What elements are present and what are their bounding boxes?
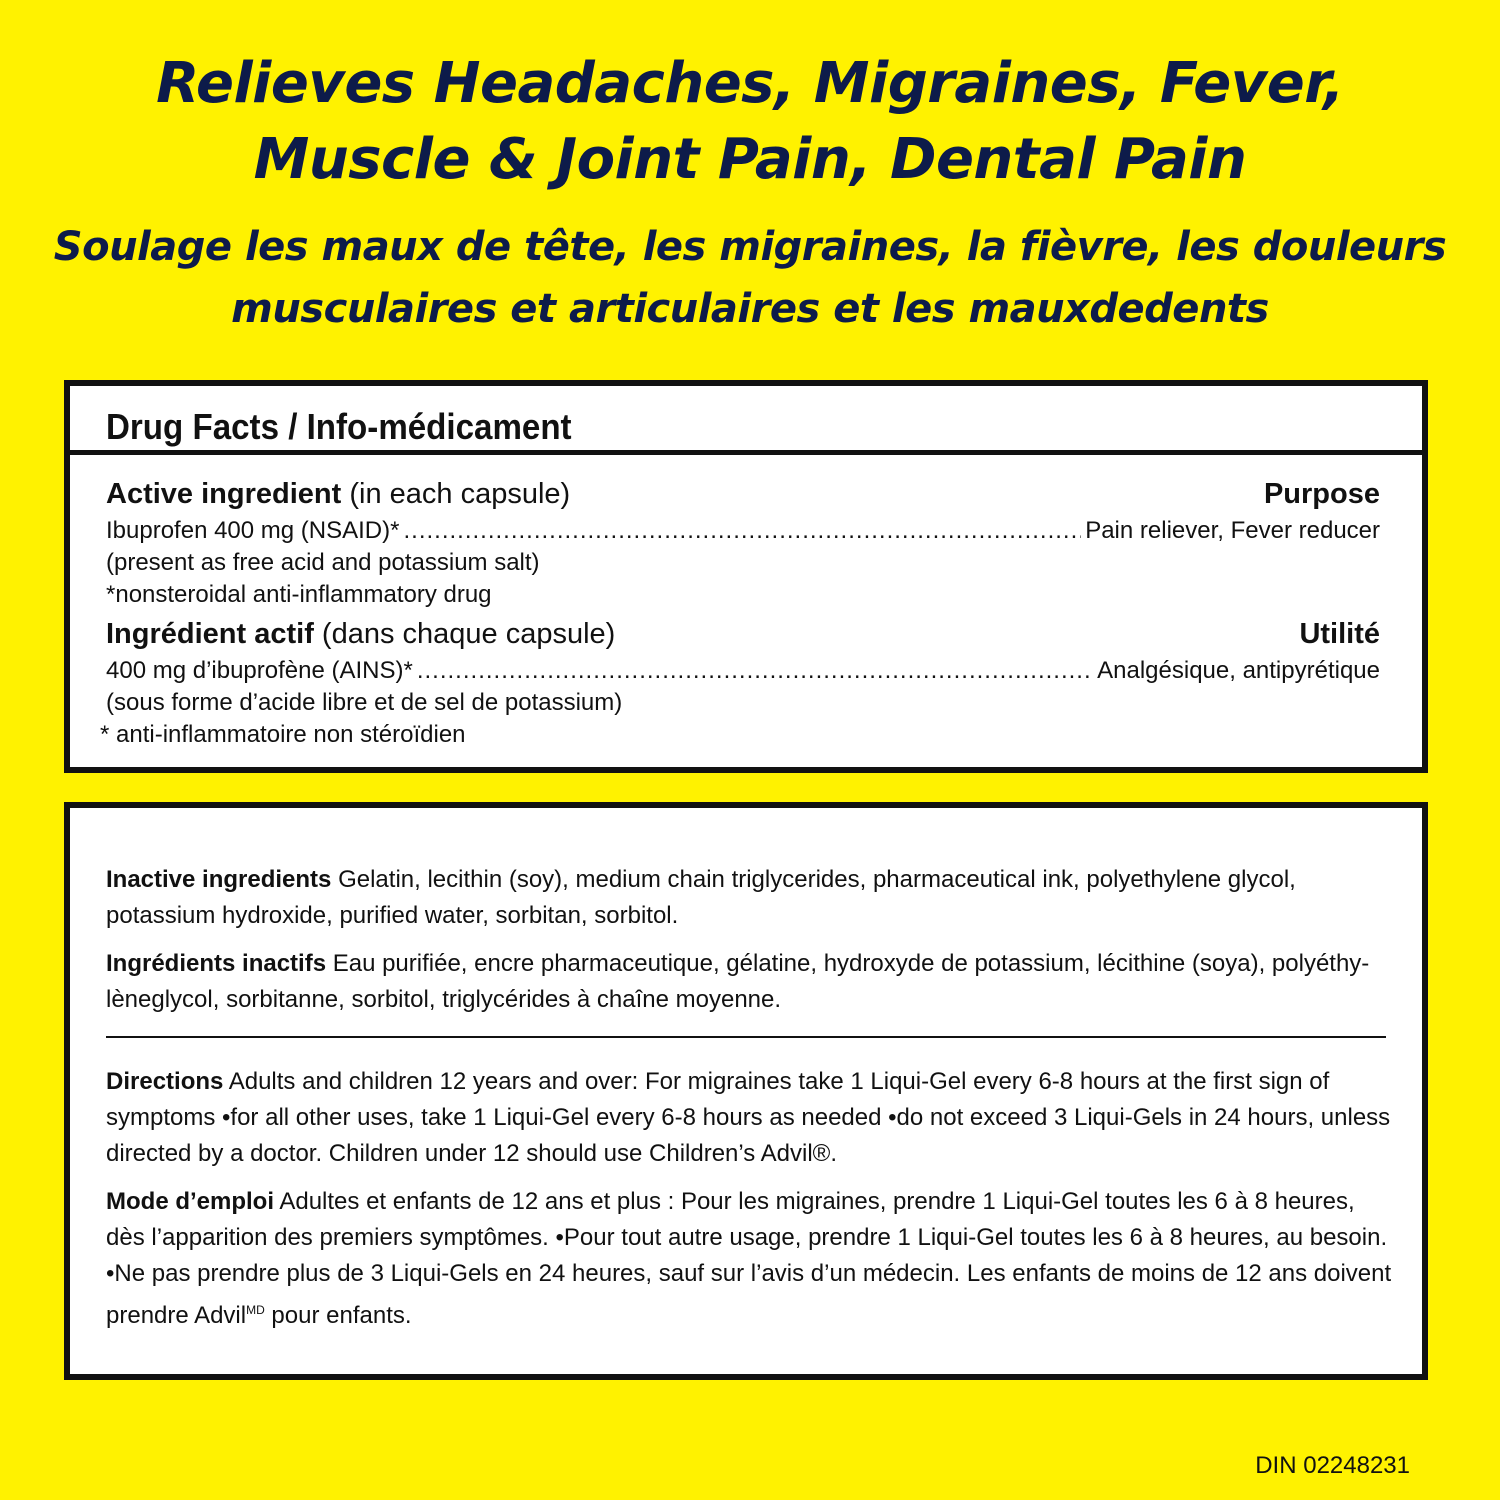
purpose-heading: Purpose (1263, 478, 1380, 510)
din-number: DIN 02248231 (1255, 1452, 1410, 1479)
ingredient-note2-en: *nonsteroidal anti-inflammatory drug (106, 581, 492, 608)
ingredient-line-en (106, 517, 1380, 545)
active-ingredient-header (106, 478, 1380, 511)
directions-tail-fr: pour enfants. (264, 1302, 412, 1329)
inactive-text-en: Gelatin, lecithin (soy), medium chain triglycerides, pharmaceutical ink, polyethylene glycol, potassium hydroxide, purified water, sorbitan, sorbitol. (106, 866, 1296, 929)
headline-fr-line2: musculaires et articulaires et les mauxdedents (231, 286, 1269, 332)
ingredient-fr: 400 mg d’ibuprofène (AINS)* (106, 657, 413, 684)
directions-label-fr: Mode d’emploi (106, 1188, 274, 1215)
directions-fr (106, 1184, 1396, 1334)
headline-en-line1: Relieves Headaches, Migraines, Fever, (156, 51, 1344, 116)
ingredient-en: Ibuprofen 400 mg (NSAID)* (106, 517, 400, 544)
ingredient-note2-fr: * anti-inflammatoire non stéroïdien (100, 721, 466, 748)
drug-facts-panel (64, 380, 1428, 773)
headline-fr-line1: Soulage les maux de tête, les migraines, la fièvre, les douleurs (53, 224, 1447, 270)
directions-text-en: Adults and children 12 years and over: For migraines take 1 Liqui-Gel every 6-8 hours at the first sign of symptoms •for all other uses, take 1 Liqui-Gel every 6-8 hours as needed •do not exceed 3 Liqui-Gels in 24 hours, unless directed by a doctor. Children under 12 should use Children’s Advil®. (106, 1068, 1391, 1167)
ingredient-actif-header (106, 618, 1380, 651)
directions-label-en: Directions (106, 1068, 224, 1095)
utilite-heading: Utilité (1299, 618, 1380, 650)
leader-dots (417, 657, 1093, 685)
ingredient-line-fr (106, 657, 1380, 685)
active-ingredient-note: (in each capsule) (341, 478, 571, 510)
drug-facts-title: Drug Facts / Info-médicament (106, 406, 572, 447)
leader-dots (403, 517, 1081, 545)
ingredient-note1-fr: (sous forme d’acide libre et de sel de potassium) (106, 689, 623, 716)
inactive-label-fr: Ingrédients inactifs (106, 950, 327, 977)
directions-text-fr: Adultes et enfants de 12 ans et plus : Pour les migraines, prendre 1 Liqui-Gel toutes les 6 à 8 heures, dès l’apparition des premiers symptômes. •Pour tout autre usage, prendre 1 Liqui-Gel toutes les 6 à 8 heures, au besoin. •Ne pas prendre plus de 3 Liqui-Gels en 24 heures, sauf sur l’avis d’un médecin. Les enfants de moins de 12 ans doivent prendre Advil (106, 1188, 1392, 1329)
inactive-ingredients-en (106, 862, 1396, 934)
active-ingredient-heading: Active ingredient (106, 478, 342, 510)
inactive-text-fr: Eau purifiée, encre pharmaceutique, gélatine, hydroxyde de potassium, lécithine (soya), polyéthy-lèneglycol, sorbitanne, sorbitol, triglycérides à chaîne moyenne. (106, 950, 1370, 1013)
ingredient-actif-heading: Ingrédient actif (106, 618, 314, 650)
drug-facts-rule (70, 450, 1422, 455)
ingredient-note1-en: (present as free acid and potassium salt) (106, 549, 540, 576)
inactive-ingredients-fr (106, 946, 1396, 1018)
inactive-directions-panel (64, 802, 1428, 1380)
directions-en (106, 1064, 1396, 1172)
purpose-fr: Analgésique, antipyrétique (1097, 657, 1380, 684)
purpose-en: Pain reliever, Fever reducer (1085, 517, 1380, 544)
ingredient-actif-note: (dans chaque capsule) (313, 618, 616, 650)
trademark-md: MD (246, 1303, 265, 1317)
headline-en-line2: Muscle & Joint Pain, Dental Pain (253, 127, 1247, 192)
inactive-label-en: Inactive ingredients (106, 866, 332, 893)
section-divider (106, 1036, 1386, 1038)
